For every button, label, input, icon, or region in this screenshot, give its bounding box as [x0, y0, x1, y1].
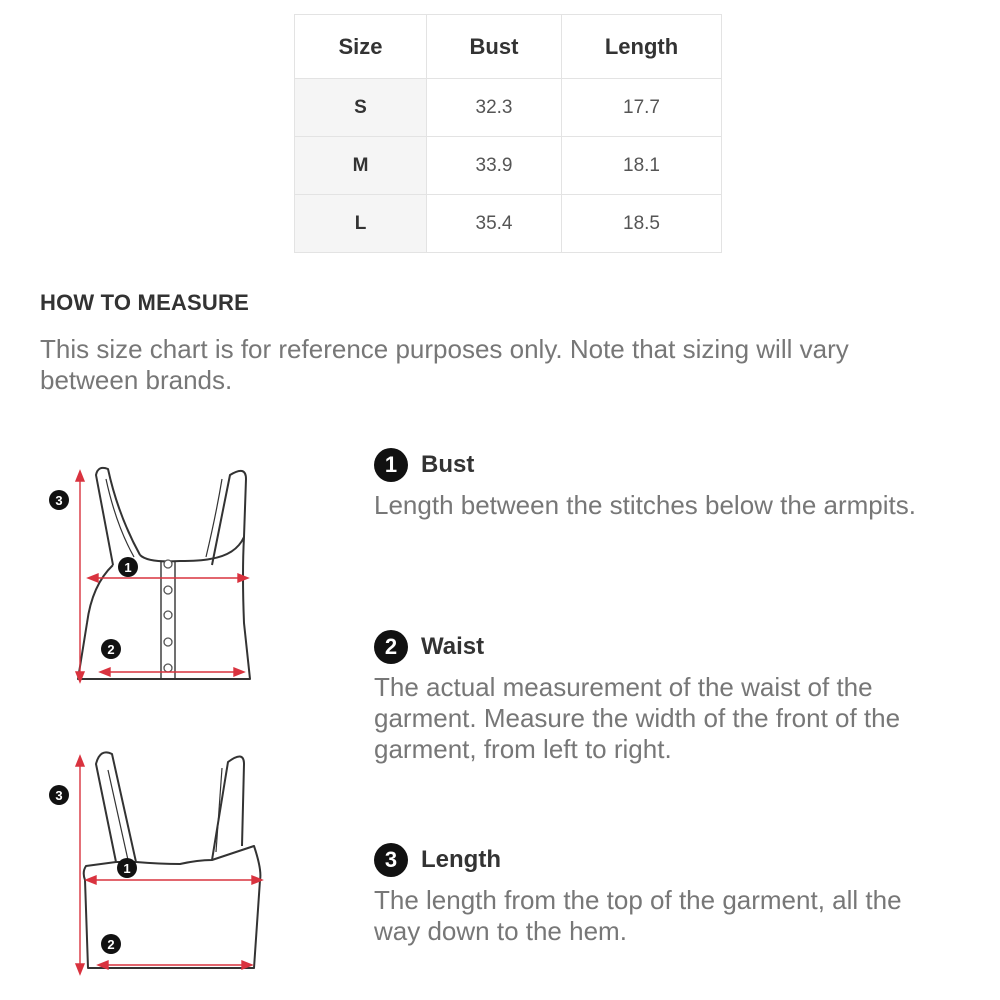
- size-table-header-row: [295, 15, 722, 79]
- number-badge: 2: [374, 630, 408, 664]
- svg-text:1: 1: [124, 560, 132, 575]
- measurement-heading: [374, 843, 934, 877]
- table-row: [295, 195, 722, 253]
- svg-text:2: 2: [107, 937, 115, 952]
- measurement-bust: [374, 448, 934, 521]
- measurement-length: [374, 843, 934, 947]
- size-table: [294, 14, 722, 253]
- length-cell: 18.1: [562, 137, 722, 195]
- garment-front-illustration: [40, 455, 280, 695]
- svg-text:3: 3: [55, 493, 63, 508]
- header-size: Size: [295, 15, 427, 79]
- bust-cell: 33.9: [427, 137, 562, 195]
- svg-text:3: 3: [55, 788, 63, 803]
- table-row: [295, 79, 722, 137]
- marker-1: [118, 557, 138, 577]
- measurement-label: Waist: [421, 633, 485, 660]
- header-bust: Bust: [427, 15, 562, 79]
- bust-cell: 35.4: [427, 195, 562, 253]
- bust-cell: 32.3: [427, 79, 562, 137]
- measurement-description: The length from the top of the garment, all the way down to the hem.: [374, 885, 902, 946]
- garment-front-figure: [40, 455, 280, 695]
- svg-text:1: 1: [123, 861, 131, 876]
- marker-3: [49, 490, 69, 510]
- marker-2: [101, 934, 121, 954]
- svg-text:2: 2: [107, 642, 115, 657]
- how-to-measure-title: HOW TO MEASURE: [40, 290, 249, 315]
- reference-note: This size chart is for reference purposes only. Note that sizing will vary between brands.: [40, 334, 849, 395]
- number-badge: 1: [374, 448, 408, 482]
- measurement-description: The actual measurement of the waist of the garment. Measure the width of the front of the garment, from left to right.: [374, 672, 901, 764]
- measurement-heading: [374, 448, 934, 482]
- marker-2: [101, 639, 121, 659]
- length-cell: 18.5: [562, 195, 722, 253]
- measurement-heading: [374, 630, 934, 664]
- table-row: [295, 137, 722, 195]
- header-length: Length: [562, 15, 722, 79]
- size-cell: M: [295, 137, 427, 195]
- measurement-description: Length between the stitches below the armpits.: [374, 490, 916, 520]
- measurement-label: Length: [421, 846, 501, 873]
- marker-1: [117, 858, 137, 878]
- measurement-label: Bust: [421, 451, 475, 478]
- garment-back-figure: [40, 740, 280, 985]
- garment-back-illustration: [40, 740, 280, 985]
- size-cell: L: [295, 195, 427, 253]
- number-badge: 3: [374, 843, 408, 877]
- measurement-waist: [374, 630, 934, 765]
- length-cell: 17.7: [562, 79, 722, 137]
- size-cell: S: [295, 79, 427, 137]
- marker-3: [49, 785, 69, 805]
